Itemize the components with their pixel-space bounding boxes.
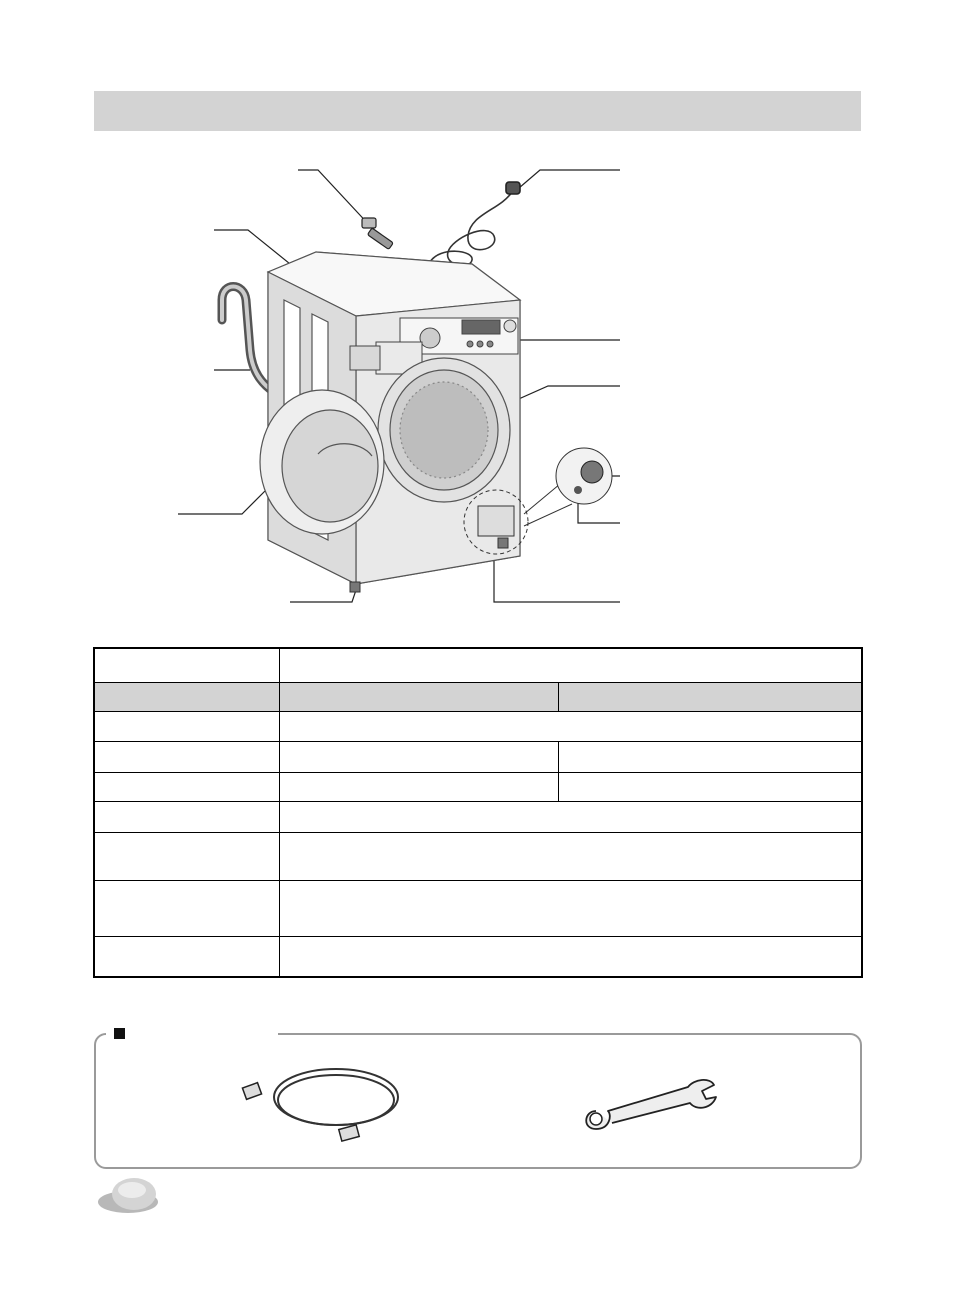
washer-diagram	[0, 150, 953, 620]
adjustable-foot-icon	[350, 582, 360, 592]
table-cell	[94, 682, 279, 711]
table-row	[94, 648, 862, 682]
table-cell	[279, 682, 558, 711]
power-plug-icon	[430, 182, 520, 266]
table-cell	[558, 742, 862, 773]
table-cell	[94, 742, 279, 773]
table-cell	[279, 742, 558, 773]
table-cell	[279, 937, 862, 977]
leader-door	[178, 486, 270, 514]
table-cell	[558, 682, 862, 711]
spec-table	[93, 647, 863, 978]
accessories-box	[94, 1033, 862, 1169]
table-cell	[94, 937, 279, 977]
leader-power	[512, 170, 620, 194]
table-row	[94, 832, 862, 880]
table-cell	[94, 880, 279, 936]
table-row	[94, 711, 862, 741]
drain-filter-icon	[581, 461, 603, 483]
table-cell	[279, 773, 558, 802]
table-row	[94, 802, 862, 832]
table-cell	[94, 648, 279, 682]
section-header-bar	[94, 91, 861, 131]
page-number-badge	[94, 1174, 158, 1214]
table-cell	[279, 711, 862, 741]
table-cell	[94, 832, 279, 880]
inlet-hose-icon	[240, 1059, 410, 1149]
table-cell	[279, 802, 862, 832]
table-cell	[94, 711, 279, 741]
table-cell	[279, 880, 862, 936]
table-cell	[94, 773, 279, 802]
leader-foot	[290, 590, 356, 602]
drain-plug-icon	[574, 486, 582, 494]
table-row	[94, 937, 862, 977]
service-cover-icon	[478, 506, 514, 536]
table-cell	[94, 802, 279, 832]
table-row	[94, 773, 862, 802]
inlet-hose-connector-icon	[362, 218, 393, 249]
drum-icon	[378, 358, 510, 502]
accessories-title-gap	[106, 1031, 278, 1039]
table-cell	[279, 832, 862, 880]
table-row	[94, 742, 862, 773]
spanner-icon	[578, 1071, 718, 1135]
table-cell	[279, 648, 862, 682]
table-row	[94, 880, 862, 936]
table-row	[94, 682, 862, 711]
door-icon	[260, 390, 384, 534]
table-cell	[558, 773, 862, 802]
leader-inlet	[298, 170, 372, 228]
accessories-bullet-icon	[114, 1028, 125, 1039]
